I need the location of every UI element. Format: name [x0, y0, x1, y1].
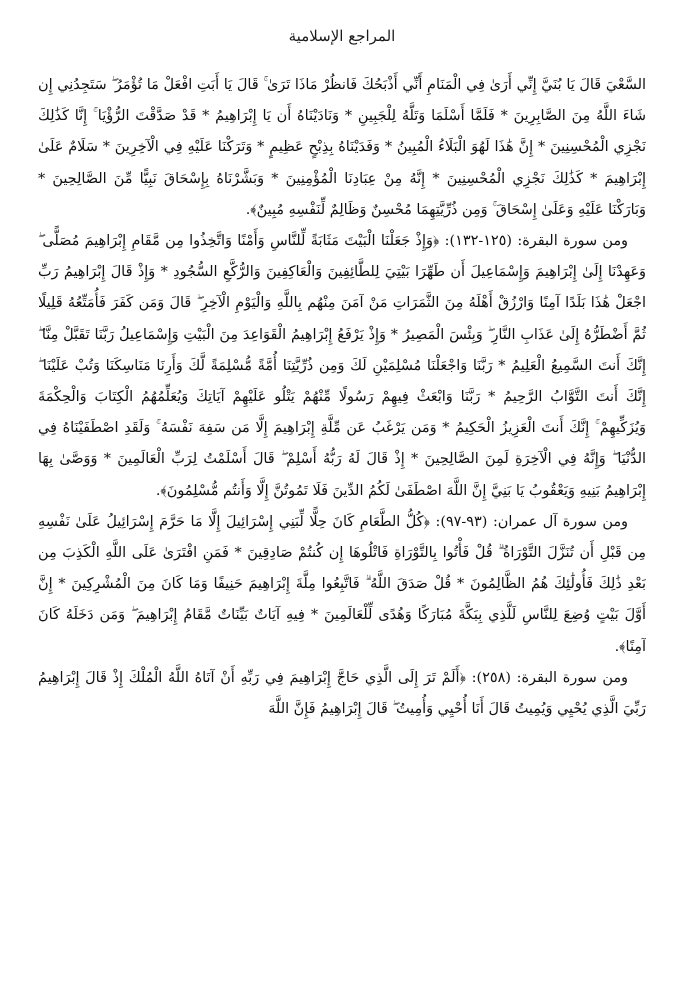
quran-verses-continuation: السَّعْيَ قَالَ يَا بُنَيَّ إِنِّي أَرَىٰ فِي الْمَنَامِ أَنِّي أَذْبَحُكَ فَانظُرْ مَاذَا تَرَىٰ ۚ قَالَ يَا أَبَتِ افْعَلْ مَا تُؤْمَرُ ۖ سَتَجِدُنِي إِن شَاءَ اللَّهُ مِنَ الصَّابِرِينَ * فَلَمَّا أَسْلَمَا وَتَلَّهُ لِلْجَبِينِ * وَنَادَيْنَاهُ أَن يَا إِبْرَاهِيمُ * قَدْ صَدَّقْتَ الرُّؤْيَا ۚ إِنَّا كَذَٰلِكَ نَجْزِي الْمُحْسِنِينَ * إِنَّ هَٰذَا لَهُوَ الْبَلَاءُ الْمُبِينُ * وَفَدَيْنَاهُ بِذِبْحٍ عَظِيمٍ * وَتَرَكْنَا عَلَيْهِ فِي الْآخِرِينَ * سَلَامٌ عَلَىٰ إِبْرَاهِيمَ * كَذَٰلِكَ نَجْزِي الْمُحْسِنِينَ * إِنَّهُ مِنْ عِبَادِنَا الْمُؤْمِنِينَ * وَبَشَّرْنَاهُ بِإِسْحَاقَ نَبِيًّا مِّنَ الصَّالِحِينَ * وَبَارَكْنَا عَلَيْهِ وَعَلَىٰ إِسْحَاقَ ۚ وَمِن ذُرِّيَّتِهِمَا مُحْسِنٌ وَظَالِمٌ لِّنَفْسِهِ مُبِينٌ﴾.: [38, 77, 646, 218]
document-body: [38, 70, 646, 990]
quran-verses-al-imran-93: ﴿كُلُّ الطَّعَامِ كَانَ حِلًّا لِّبَنِي إِسْرَائِيلَ إِلَّا مَا حَرَّمَ إِسْرَائِيلُ عَلَىٰ نَفْسِهِ مِن قَبْلِ أَن تُنَزَّلَ التَّوْرَاةُ ۗ قُلْ فَأْتُوا بِالتَّوْرَاةِ فَاتْلُوهَا إِن كُنتُمْ صَادِقِينَ * فَمَنِ افْتَرَىٰ عَلَى اللَّهِ الْكَذِبَ مِن بَعْدِ ذَٰلِكَ فَأُولَٰئِكَ هُمُ الظَّالِمُونَ * قُلْ صَدَقَ اللَّهُ ۗ فَاتَّبِعُوا مِلَّةَ إِبْرَاهِيمَ حَنِيفًا وَمَا كَانَ مِنَ الْمُشْرِكِينَ * إِنَّ أَوَّلَ بَيْتٍ وُضِعَ لِلنَّاسِ لَلَّذِي بِبَكَّةَ مُبَارَكًا وَهُدًى لِّلْعَالَمِينَ * فِيهِ آيَاتٌ بَيِّنَاتٌ مَّقَامُ إِبْرَاهِيمَ ۖ وَمَن دَخَلَهُ كَانَ آمِنًا﴾.: [38, 513, 646, 655]
surah-reference-al-imran-93: ومن سورة آل عمران: (٩٣-٩٧):: [429, 513, 628, 530]
surah-reference-baqarah-125: ومن سورة البقرة: (١٢٥-١٣٢):: [439, 233, 629, 250]
paragraph-baqarah-125: [38, 226, 646, 507]
surah-reference-baqarah-258: ومن سورة البقرة: (٢٥٨):: [465, 669, 629, 686]
paragraph-baqarah-258: [38, 663, 646, 725]
quran-verses-baqarah-125: ﴿وَإِذْ جَعَلْنَا الْبَيْتَ مَثَابَةً لِّلنَّاسِ وَأَمْنًا وَاتَّخِذُوا مِن مَّقَامِ إِبْرَاهِيمَ مُصَلًّى ۖ وَعَهِدْنَا إِلَىٰ إِبْرَاهِيمَ وَإِسْمَاعِيلَ أَن طَهِّرَا بَيْتِيَ لِلطَّائِفِينَ وَالْعَاكِفِينَ وَالرُّكَّعِ السُّجُودِ * وَإِذْ قَالَ إِبْرَاهِيمُ رَبِّ اجْعَلْ هَٰذَا بَلَدًا آمِنًا وَارْزُقْ أَهْلَهُ مِنَ الثَّمَرَاتِ مَنْ آمَنَ مِنْهُم بِاللَّهِ وَالْيَوْمِ الْآخِرِ ۖ قَالَ وَمَن كَفَرَ فَأُمَتِّعُهُ قَلِيلًا ثُمَّ أَضْطَرُّهُ إِلَىٰ عَذَابِ النَّارِ ۖ وَبِئْسَ الْمَصِيرُ * وَإِذْ يَرْفَعُ إِبْرَاهِيمُ الْقَوَاعِدَ مِنَ الْبَيْتِ وَإِسْمَاعِيلُ رَبَّنَا تَقَبَّلْ مِنَّا ۖ إِنَّكَ أَنتَ السَّمِيعُ الْعَلِيمُ * رَبَّنَا وَاجْعَلْنَا مُسْلِمَيْنِ لَكَ وَمِن ذُرِّيَّتِنَا أُمَّةً مُّسْلِمَةً لَّكَ وَأَرِنَا مَنَاسِكَنَا وَتُبْ عَلَيْنَا ۖ إِنَّكَ أَنتَ التَّوَّابُ الرَّحِيمُ * رَبَّنَا وَابْعَثْ فِيهِمْ رَسُولًا مِّنْهُمْ يَتْلُو عَلَيْهِمْ آيَاتِكَ وَيُعَلِّمُهُمُ الْكِتَابَ وَالْحِكْمَةَ وَيُزَكِّيهِمْ ۚ إِنَّكَ أَنتَ الْعَزِيزُ الْحَكِيمُ * وَمَن يَرْغَبُ عَن مِّلَّةِ إِبْرَاهِيمَ إِلَّا مَن سَفِهَ نَفْسَهُ ۚ وَلَقَدِ اصْطَفَيْنَاهُ فِي الدُّنْيَا ۖ وَإِنَّهُ فِي الْآخِرَةِ لَمِنَ الصَّالِحِينَ * إِذْ قَالَ لَهُ رَبُّهُ أَسْلِمْ ۖ قَالَ أَسْلَمْتُ لِرَبِّ الْعَالَمِينَ * وَوَصَّىٰ بِهَا إِبْرَاهِيمُ بَنِيهِ وَيَعْقُوبُ يَا بَنِيَّ إِنَّ اللَّهَ اصْطَفَىٰ لَكُمُ الدِّينَ فَلَا تَمُوتُنَّ إِلَّا وَأَنتُم مُّسْلِمُونَ﴾.: [38, 233, 646, 499]
quran-verses-baqarah-258: ﴿أَلَمْ تَرَ إِلَى الَّذِي حَاجَّ إِبْرَاهِيمَ فِي رَبِّهِ أَنْ آتَاهُ اللَّهُ الْمُلْكَ إِذْ قَالَ إِبْرَاهِيمُ رَبِّيَ الَّذِي يُحْيِي وَيُمِيتُ قَالَ أَنَا أُحْيِي وَأُمِيتُ ۖ قَالَ إِبْرَاهِيمُ فَإِنَّ اللَّهَ: [38, 669, 646, 718]
paragraph-continuation: [38, 70, 646, 226]
running-header: المراجع الإسلامية: [288, 27, 396, 45]
paragraph-al-imran-93: [38, 507, 646, 663]
